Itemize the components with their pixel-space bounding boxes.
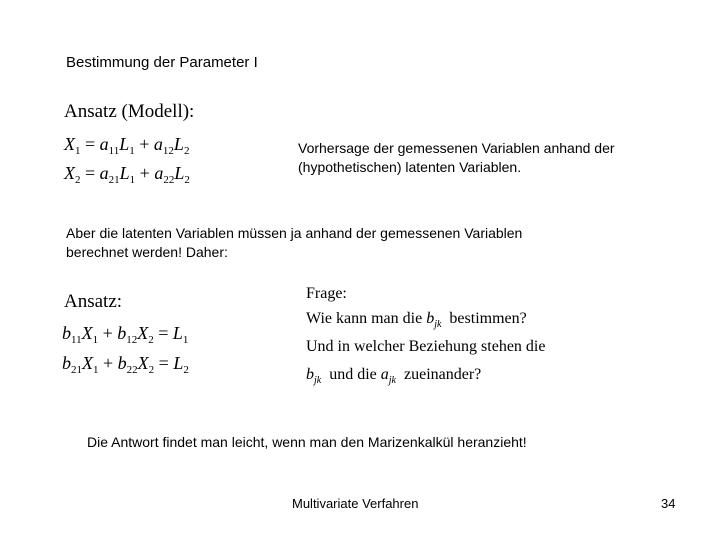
frage-line-1: Wie kann man die $b_{jk}$ bestimmen? <box>306 310 527 330</box>
ansatz-heading: Ansatz: <box>64 291 123 312</box>
model-heading: Ansatz (Modell): <box>64 101 195 122</box>
model-equation-2: $X_2 = a_{21}L_1 + a_{22}L_2$ <box>64 163 190 186</box>
ansatz-equation-1: $b_{11}X_1 + b_{12}X_2 = L_1$ <box>62 323 189 346</box>
middle-text-line-1: Aber die latenten Variablen müssen ja anhand der gemessenen Variablen <box>66 225 523 241</box>
slide-title: Bestimmung der Parameter I <box>66 54 258 71</box>
frage-line-2: Und in welcher Beziehung stehen die <box>306 338 546 355</box>
frage-line-3: $b_{jk}$ und die $a_{jk}$ zueinander? <box>306 366 482 386</box>
answer-text: Die Antwort findet man leicht, wenn man den Marizenkalkül heranzieht! <box>87 434 527 450</box>
page-number: 34 <box>661 496 676 511</box>
model-note-line-2: (hypothetischen) latenten Variablen. <box>298 159 522 175</box>
ansatz-equation-2: $b_{21}X_1 + b_{22}X_2 = L_2$ <box>62 353 189 376</box>
model-note <box>298 139 615 177</box>
model-equation-1: $X_1 = a_{11}L_1 + a_{12}L_2$ <box>64 134 190 157</box>
middle-text <box>66 224 522 262</box>
middle-text-line-2: berechnet werden! Daher: <box>66 244 228 260</box>
frage-heading: Frage: <box>306 285 347 302</box>
footer-title: Multivariate Verfahren <box>292 496 419 511</box>
model-note-line-1: Vorhersage der gemessenen Variablen anhand der <box>298 140 615 156</box>
